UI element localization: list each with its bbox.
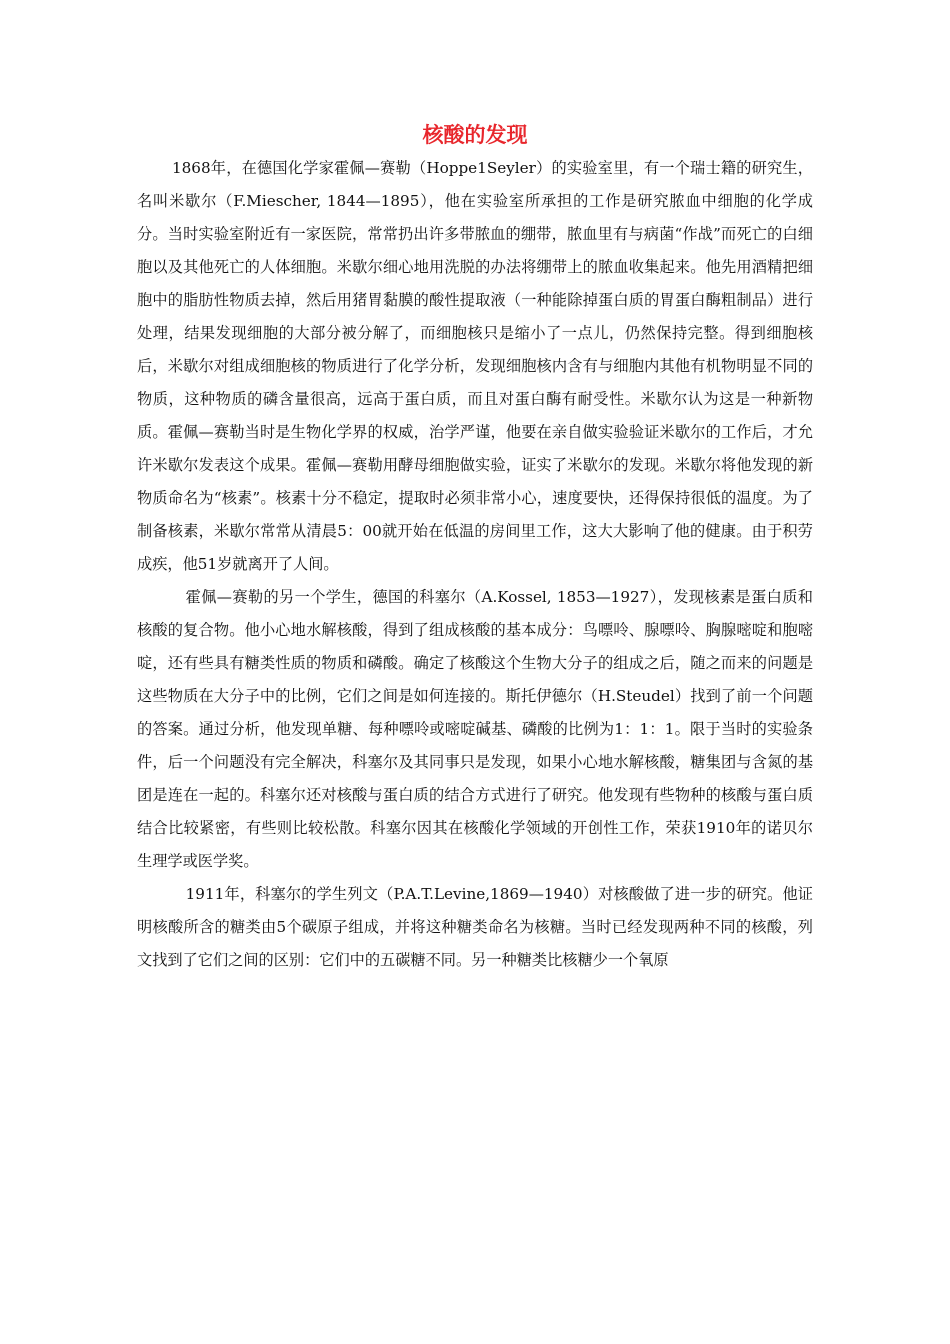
- document-body: [137, 118, 813, 977]
- paragraph-3: 1911年，科塞尔的学生列文（P.A.T.Levine,1869—1940）对核酸做了进一步的研究。他证明核酸所含的糖类由5个碳原子组成，并将这种糖类命名为核糖。当时已经发现两种不同的核酸，列文找到了它们之间的区别：它们中的五碳糖不同。另一种糖类比核糖少一个氧原: [137, 885, 813, 969]
- page-title: 核酸的发现: [422, 122, 528, 147]
- paragraph-2: 霍佩—赛勒的另一个学生，德国的科塞尔（A.Kossel, 1853—1927），发现核素是蛋白质和核酸的复合物。他小心地水解核酸，得到了组成核酸的基本成分：鸟嘌呤、腺嘌呤、胸腺嘧啶和胞嘧啶，还有些具有糖类性质的物质和磷酸。确定了核酸这个生物大分子的组成之后，随之而来的问题是这些物质在大分子中的比例，它们之间是如何连接的。斯托伊德尔（H.Steudel）找到了前一个问题的答案。通过分析，他发现单糖、每种嘌呤或嘧啶碱基、磷酸的比例为1：1：1。限于当时的实验条件，后一个问题没有完全解决，科塞尔及其同事只是发现，如果小心地水解核酸，糖集团与含氮的基团是连在一起的。科塞尔还对核酸与蛋白质的结合方式进行了研究。他发现有些物种的核酸与蛋白质结合比较紧密，有些则比较松散。科塞尔因其在核酸化学领域的开创性工作，荣获1910年的诺贝尔生理学或医学奖。: [137, 588, 813, 870]
- paragraph-1: 1868年，在德国化学家霍佩—赛勒（Hoppe1Seyler）的实验室里，有一个瑞士籍的研究生，名叫米歇尔（F.Miescher, 1844—1895），他在实验室所承担的工作是研究脓血中细胞的化学成分。当时实验室附近有一家医院，常常扔出许多带脓血的绷带，脓血里有与病菌“作战”而死亡的白细胞以及其他死亡的人体细胞。米歇尔细心地用洗脱的办法将绷带上的脓血收集起来。他先用酒精把细胞中的脂肪性物质去掉，然后用猪胃黏膜的酸性提取液（一种能除掉蛋白质的胃蛋白酶粗制品）进行处理，结果发现细胞的大部分被分解了，而细胞核只是缩小了一点儿，仍然保持完整。得到细胞核后，米歇尔对组成细胞核的物质进行了化学分析，发现细胞核内含有与细胞内其他有机物明显不同的物质，这种物质的磷含量很高，远高于蛋白质，而且对蛋白酶有耐受性。米歇尔认为这是一种新物质。霍佩—赛勒当时是生物化学界的权威，治学严谨，他要在亲自做实验验证米歇尔的工作后，才允许米歇尔发表这个成果。霍佩—赛勒用酵母细胞做实验，证实了米歇尔的发现。米歇尔将他发现的新物质命名为“核素”。核素十分不稳定，提取时必须非常小心，速度要快，还得保持很低的温度。为了制备核素，米歇尔常常从清晨5：00就开始在低温的房间里工作，这大大影响了他的健康。由于积劳成疾，他51岁就离开了人间。: [137, 159, 813, 573]
